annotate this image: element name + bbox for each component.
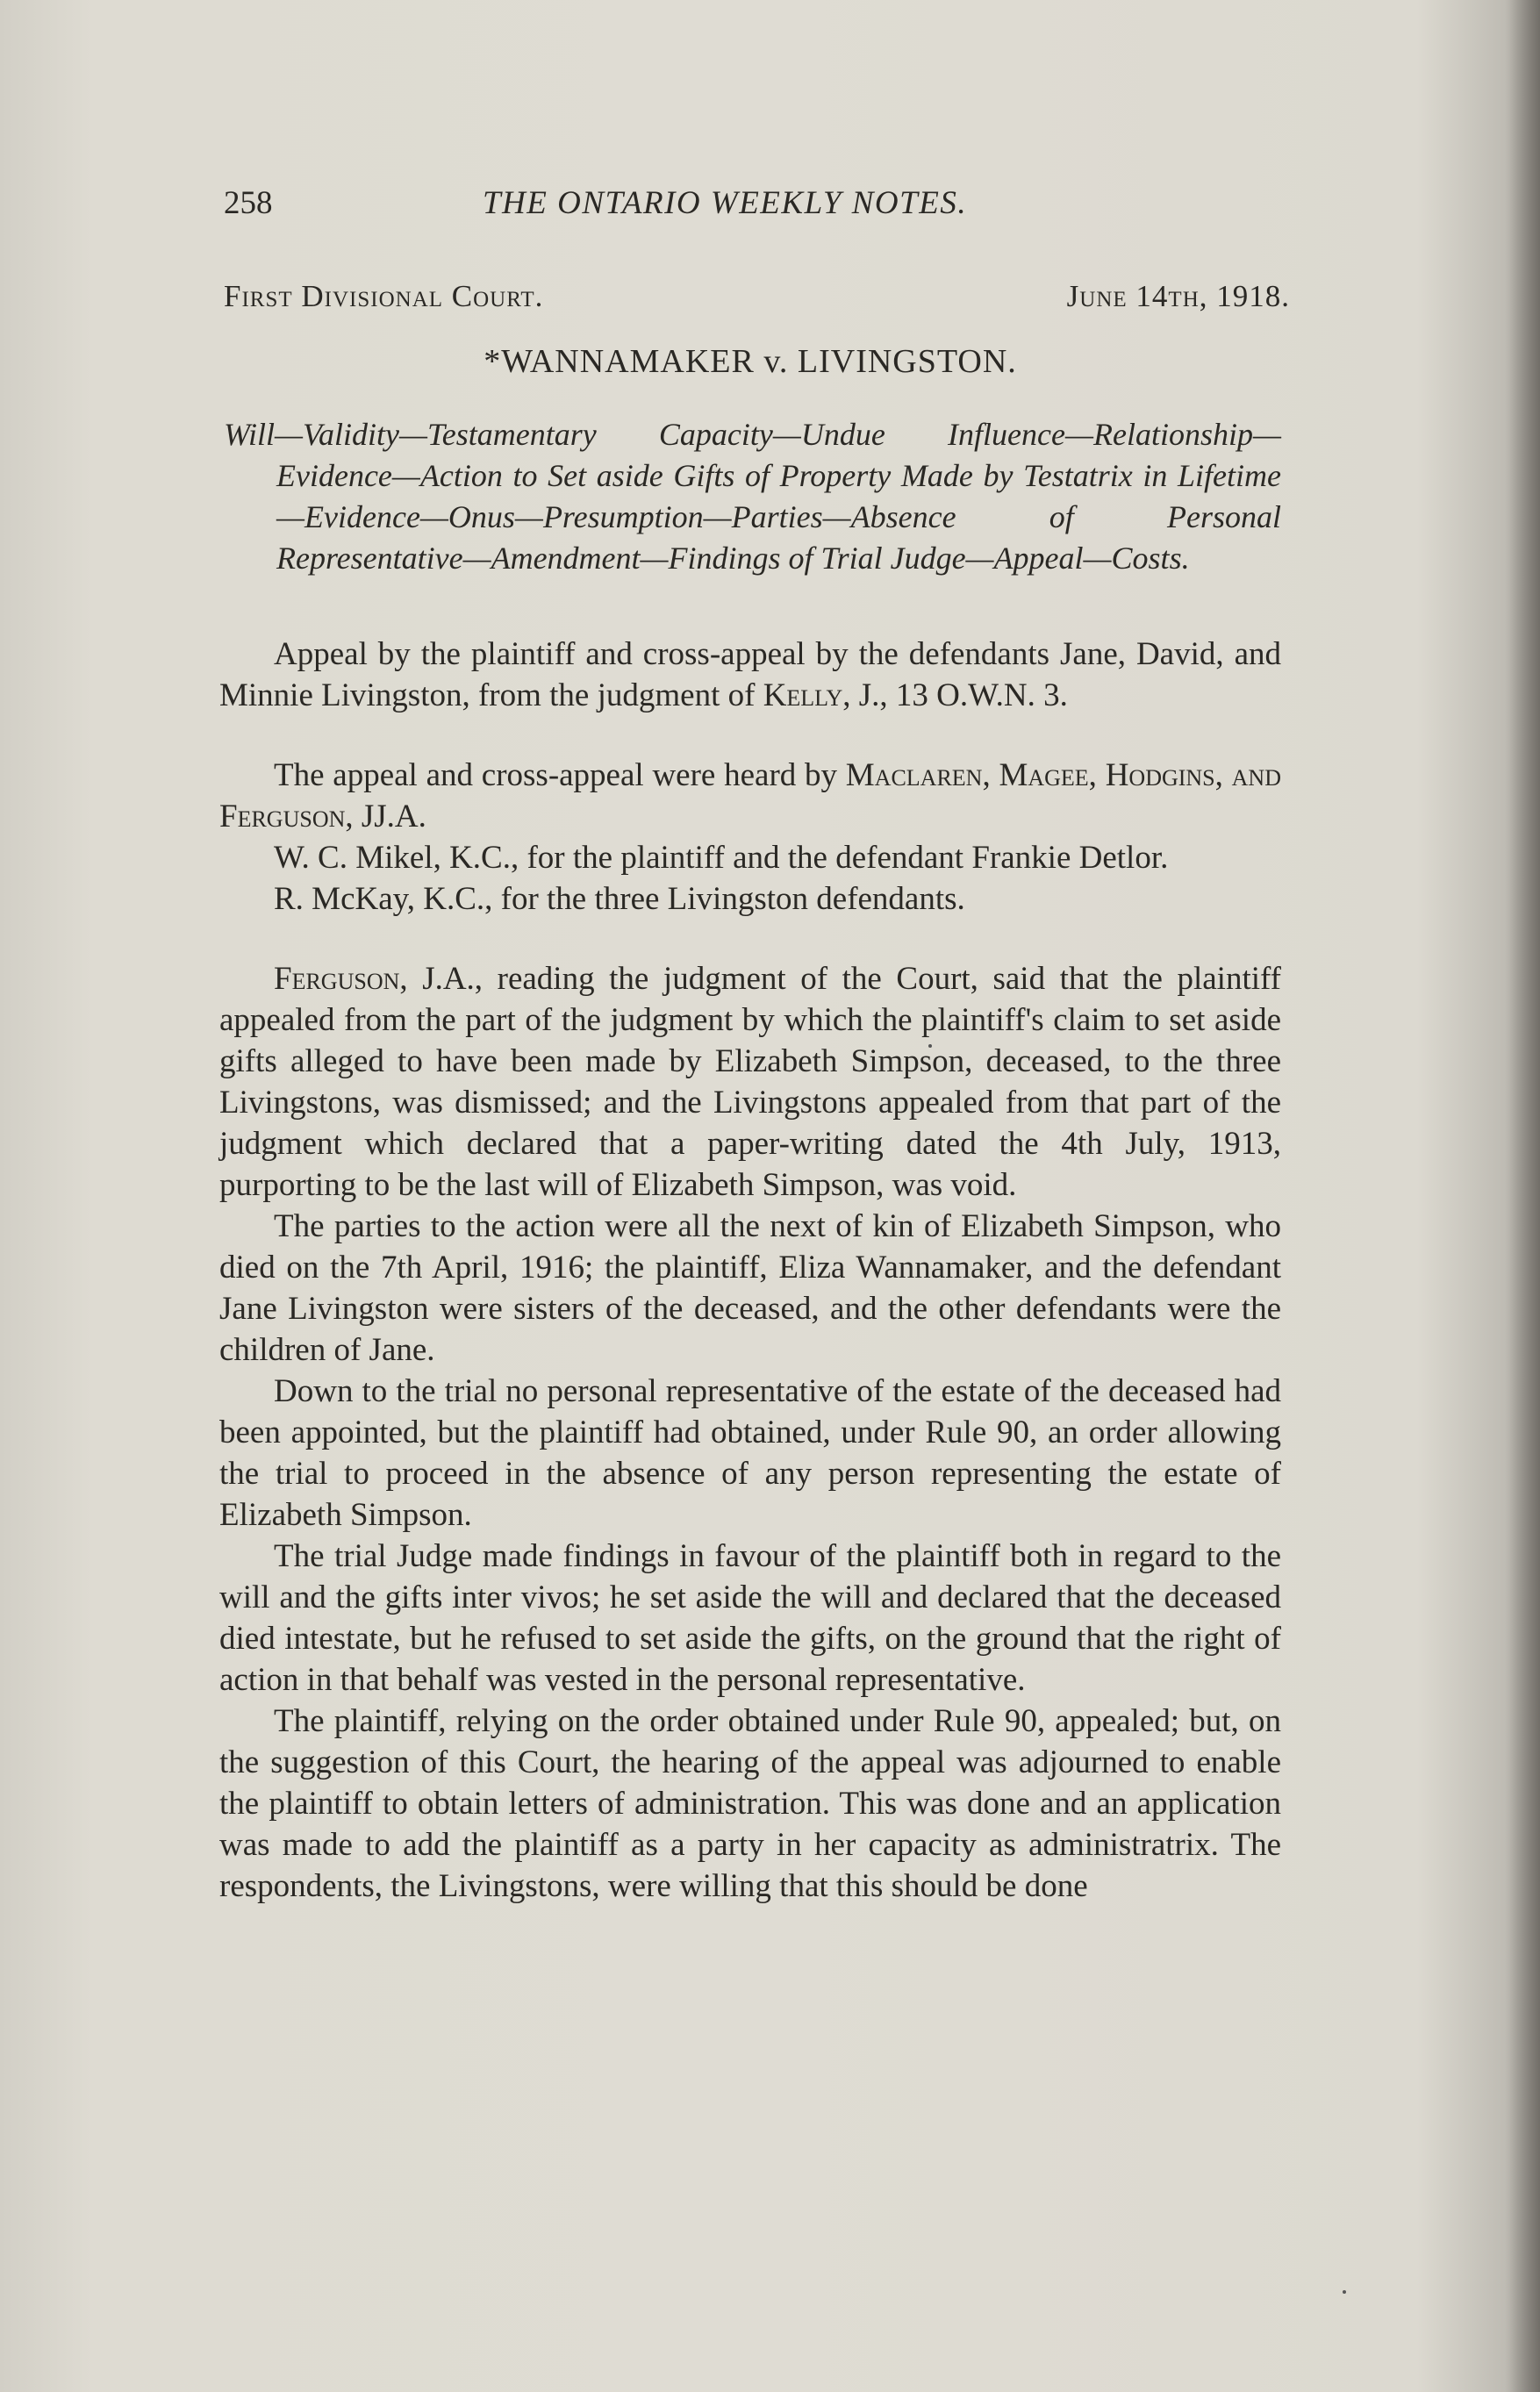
hearing-tail: , JJ.A.: [345, 799, 426, 834]
judgment-paragraph: The parties to the action were all the next of kin of Elizabeth Simpson, who died on the 7th April, 1916; the plaintiff, Eliza Wannamaker, and the defendant Jane Livingston were sisters of the deceased, and the other defendants were the children of Jane.: [219, 1208, 1281, 1368]
appeal-citation: , J., 13 O.W.N. 3.: [842, 677, 1068, 713]
court-date-line: [219, 279, 1290, 333]
judgment-paragraph: Down to the trial no personal representative of the estate of the deceased had been appointed, but the plaintiff had obtained, under Rule 90, an order allowing the trial to proceed in the absence of any person representing the estate of Elizabeth Simpson.: [219, 1373, 1281, 1533]
judgment-judge-name: Ferguson: [274, 961, 400, 997]
page-content: [219, 184, 1290, 1907]
judgment-paragraph: The plaintiff, relying on the order obtained under Rule 90, appealed; but, on the suggestion of this Court, the hearing of the appeal was adjourned to enable the plaintiff to obtain letters of administration. This was done and an application was made to add the plaintiff as a party in her capacity as administratrix. The respondents, the Livingstons, were willing that this should be done: [219, 1703, 1281, 1904]
appeal-text: Appeal by the plaintiff and cross-appeal by the defendants Jane, David, and Minnie Livingston, from the judgment of: [219, 636, 1281, 713]
trial-judge-name: Kelly: [763, 677, 843, 713]
ink-speck: [1343, 2290, 1346, 2294]
case-title: *WANNAMAKER v. LIVINGSTON.: [483, 343, 1017, 380]
hearing-text: The appeal and cross-appeal were heard by: [274, 757, 846, 793]
judgment-paragraph: The trial Judge made findings in favour of the plaintiff both in regard to the will and the gifts inter vivos; he set aside the will and declared that the deceased died intestate, but he refused to set aside the gifts, on the ground that the right of action in that behalf was vested in the personal representative.: [219, 1538, 1281, 1698]
bench-judges: Maclaren, Magee, Hodgins, and Ferguson: [219, 757, 1281, 834]
paragraph-gap: [219, 716, 1281, 755]
page-edge-shadow: [1505, 0, 1540, 2392]
hearing-paragraph: [219, 755, 1281, 837]
paragraph-gap: [219, 920, 1281, 958]
headnote: Will—Validity—Testamentary Capacity—Undue Influence—Relationship—Evidence—Action to Set aside Gifts of Property Made by Testatrix in Lifetime—Evidence—Onus—Presumption—Parties—Absence of Personal Representative—Amendment—Findings of Trial Judge—Appeal—Costs.: [224, 417, 1281, 576]
judgment-opening-text: , J.A., reading the judgment of the Court, said that the plaintiff appealed from the part of the judgment by which the plaintiff's claim to set aside gifts alleged to have been made by Elizabeth Simpson, deceased, to the three Livingstons, was dismissed; and the Livingstons appealed from that part of the judgment which declared that a paper-writing dated the 4th July, 1913, purporting to be the last will of Elizabeth Simpson, was void.: [219, 961, 1281, 1203]
running-head: [219, 184, 1281, 237]
appeal-paragraph: [219, 634, 1281, 716]
judgment-opening: [219, 958, 1281, 1206]
court-name: First Divisional Court.: [224, 279, 544, 313]
journal-title: THE ONTARIO WEEKLY NOTES.: [483, 185, 968, 221]
judgment-date: June 14th, 1918.: [1066, 279, 1290, 313]
counsel-line: W. C. Mikel, K.C., for the plaintiff and the defendant Frankie Detlor.: [274, 840, 1169, 876]
page-number: 258: [224, 185, 273, 221]
counsel-line: R. McKay, K.C., for the three Livingston defendants.: [274, 881, 965, 917]
